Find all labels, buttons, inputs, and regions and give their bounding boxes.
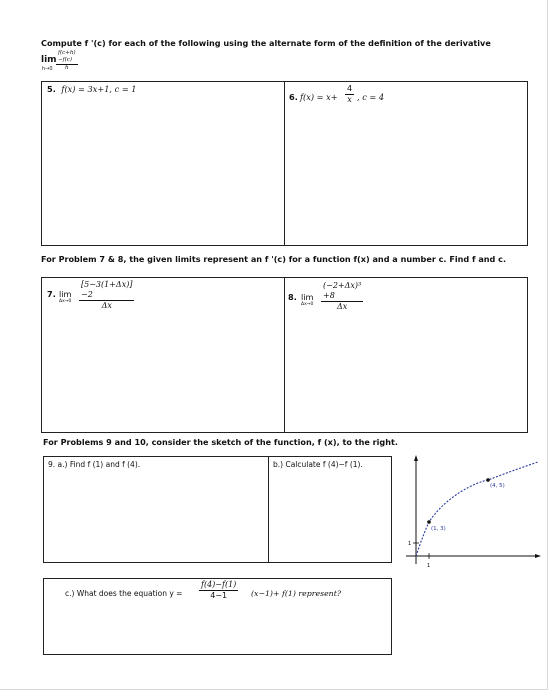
problem-6-label: 6. — [289, 92, 298, 102]
instruction-text: Compute f '(c) for each of the following using the alternate form of the definition of the derivative — [41, 38, 491, 48]
lim-numerator: f(c+h)−f(c) — [58, 50, 76, 63]
problem-5-expr: f(x) = 3x+1, c = 1 — [61, 84, 137, 94]
problem-6-fraction — [345, 84, 354, 105]
problem-7-denominator: Δx — [101, 301, 112, 310]
problem-6-expr-a: f(x) = x+ — [300, 92, 338, 102]
x-axis-arrow — [535, 554, 541, 558]
section-2-instruction: For Problem 7 & 8, the given limits represent an f '(c) for a function f(x) and a number c. Find f and c. — [41, 254, 507, 264]
problem-8-lim: lim — [301, 292, 314, 302]
problem-8-numerator: (−2+Δx)³ +8 — [323, 281, 362, 300]
problem-5-label: 5. — [47, 84, 56, 94]
lim-fraction — [56, 50, 78, 72]
problem-7-lim: lim — [59, 289, 72, 299]
problem-9c-denominator: 4−1 — [210, 591, 228, 600]
problem-8-sub: Δx→0 — [301, 302, 314, 307]
box-divider — [284, 81, 285, 246]
lim-word: lim — [41, 55, 57, 65]
point-4-5 — [486, 478, 490, 482]
problem-7-numerator: [5−3(1+Δx)]−2 — [81, 280, 133, 299]
x-tick-label: 1 — [427, 563, 431, 569]
problem-9c-fraction — [199, 580, 238, 601]
problem-7-fraction — [79, 280, 134, 311]
problem-8-label: 8. — [288, 292, 297, 302]
point-1-3-label: (1, 3) — [431, 526, 446, 532]
box-divider — [284, 277, 285, 433]
problem-6-numerator: 4 — [347, 84, 353, 93]
problem-9c-prefix: c.) What does the equation y = — [65, 589, 183, 598]
problem-9c-numerator: f(4)−f(1) — [201, 580, 237, 589]
y-axis-arrow — [414, 455, 418, 461]
problem-7-label: 7. — [47, 289, 56, 299]
lim-subscript: h→0 — [42, 66, 53, 72]
answer-box-9ab — [43, 456, 392, 563]
y-tick-label: 1 — [408, 541, 412, 547]
problem-9c-suffix: (x−1)+ f(1) represent? — [251, 589, 342, 598]
section-3-instruction: For Problems 9 and 10, consider the sketch of the function, f (x), to the right. — [43, 437, 398, 447]
problem-9a: 9. a.) Find f (1) and f (4). — [48, 460, 141, 469]
problem-6-expr-b: , c = 4 — [357, 92, 385, 102]
function-graph — [398, 452, 543, 572]
problem-7-sub: Δx→0 — [59, 299, 72, 304]
problem-6-denominator: x — [347, 95, 352, 104]
problem-9b: b.) Calculate f (4)−f (1). — [273, 460, 363, 469]
function-curve — [416, 462, 538, 556]
box-divider — [268, 456, 269, 563]
lim-denominator: h — [65, 65, 69, 71]
point-4-5-label: (4, 5) — [490, 483, 505, 489]
point-1-3 — [427, 520, 431, 524]
problem-8-fraction — [321, 281, 363, 312]
problem-8-denominator: Δx — [336, 302, 348, 311]
problem-5 — [47, 84, 137, 94]
